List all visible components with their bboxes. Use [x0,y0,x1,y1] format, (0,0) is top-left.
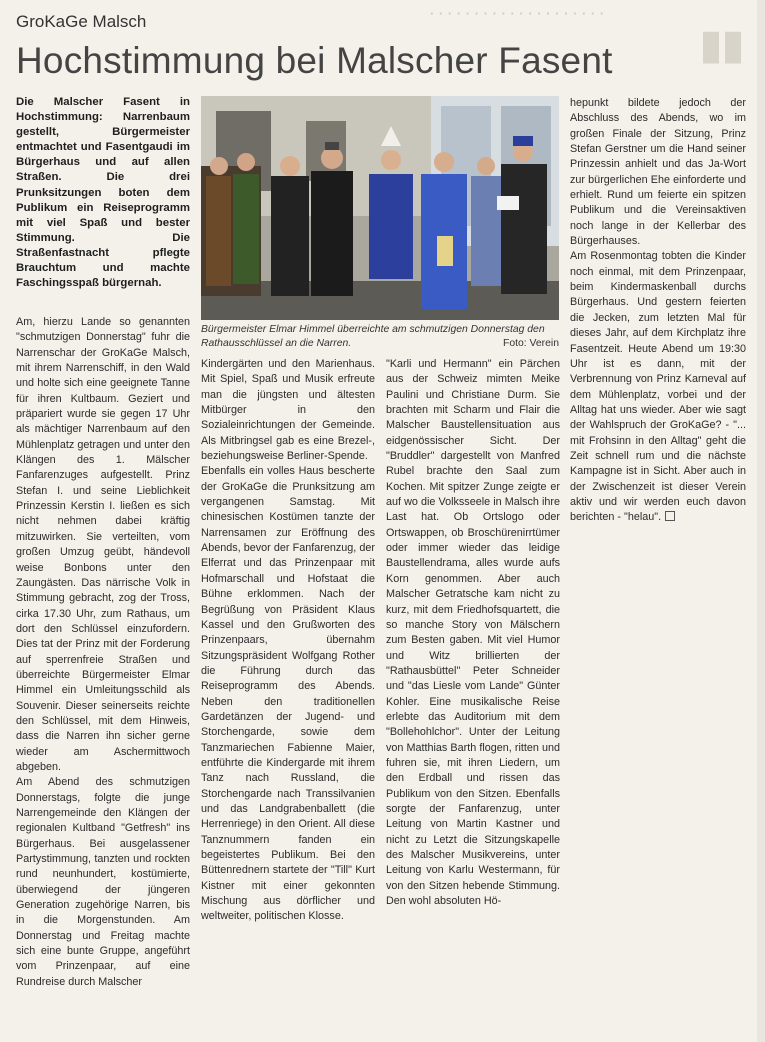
paragraph: hepunkt bildete jedoch der Abschluss des Abends, wo im großen Finale der Sitzung, Prinz Stefan Gerstner um die Hand seiner Prinzessin anhielt und das Ja-Wort zur bürgerlichen Ehe einforderte und erhielt. Rund um feierte ein spitzen Publikum und die Vereinsaktiven noch lange in der Kellerbar des Bürgerhauses. [570,97,746,248]
paragraph: Ebenfalls ein volles Haus bescherte der GroKaGe die Prunksitzung am vergangenen Samstag. Mit chinesischen Kostümen tanzte der Narrensamen zur Eröffnung des Abends, bevor der Fanfarenzug, der Elferrat und das Prinzenpaar mit Hofmarschall und Hofstaat die Bühne erklommen. Nach der Begrüßung von Präsident Klaus Kassel und den Grußworten des Prinzenpaars, übernahm Sitzungspräsident Wolfgang Rother die Führung durch das Reiseprogramm des Abends. Neben den traditionellen Gardetänzen der Jugend- und Storchengarde, sowie dem Tanzmariechen Fabienne Maier, entführte die Kindergarde mit ihrem Tanz nach Russland, die Storchengarde nach Transsilvanien und das Landgrabenballett (die Herrenriege) in den Orient. All diese Tanznummern fanden ein begeistertes Publikum. Bei den Büttenrednern startete der "Till" Kurt Kistner mit einer gekonnten Mischung aus dörflicher und weltweiter, politischen Klosse. [201,465,375,923]
paragraph: Am Abend des schmutzigen Donnerstags, folgte die junge Narrengemeinde den Klängen der regionalen Kultband "Getfresh" ins Bürgerhaus. Bei ausgelassener Partystimmung, tanzten und rockten rund neunhundert, kostümierte, überwiegend der jüngeren Generation zugehörige Narren, bis in die Morgenstunden. Am Donnerstag und Freitag machte sich eine bunte Gruppe, angeführt vom Prinzenpaar, auf eine Rundreise durch Malscher [16,776,190,988]
lead-paragraph: Die Malscher Fasent in Hochstimmung: Narrenbaum gestellt, Bürgermeister entmachtet und Fasentgaudi im Bürgerhaus und auf allen Straßen. Die drei Prunksitzungen boten dem Publikum ein Reiseprogramm mit viel Spaß und bester Stimmung. Die Straßenfastnacht pflegte Brauchtum und machte Faschingsspaß bürgernah. [16,96,190,290]
caption-text: Bürgermeister Elmar Himmel überreichte am schmutzigen Donnerstag den Rathausschlüssel an die Narren. [201,324,545,349]
text-column-3 [386,357,560,909]
closing-paragraph: Am Rosenmontag tobten die Kinder noch einmal, mit dem Prinzenpaar, beim Kindermaskenball durchs Bürgerhaus. Und gestern feierten die Jecken, zum letzten Mal für dieses Jahr, auf dem Kirchplatz ihre Fasentzeit. Heute Abend um 19:30 Uhr ist es dann, mit der Verbrennung von Prinz Karneval auf dem Mühlenplatz, vorbei und der Alltag hat uns wieder. Aber wie sagt der Wahlspruch der GroKaGe? - "... mit Frohsinn in den Alltag" geht die Zeit schnell rum und die nächste Kampagne ist in Sicht. Aber auch in der Zwischenzeit ist dieser Verein aktiv und wir werden euch davon berichten - "helau". [570,250,746,524]
bleed-text-decoration: · · · · · · · · · · · · · · · · · · · · [430,6,605,21]
paragraph: Kindergärten und den Marienhaus. Mit Spiel, Spaß und Musik erfreute man die jüngsten und ältesten Mitbürger in den Sozialeinrichtungen der Gemeinde. Als Mitbringsel gab es eine Brezel-, beziehungsweise Berliner-Spende. [201,358,375,463]
section-label: GroKaGe Malsch [16,12,147,31]
photo-carnival-group [201,96,559,320]
paragraph: Am, hierzu Lande so genannten "schmutzigen Donnerstag" fuhr die Narrenschar der GroKaGe Malsch, mit ihrem Narrenschiff, in den Wald und holte sich eine geeignete Tanne für ihren Kultbaum. Geziert und präpariert wurde sie gegen 17 Uhr als mächtiger Narrenbaum auf den Mühlenplatz getragen und unter den Klängen des 1. Mälscher Fanfarenzuges aufgestellt. Prinz Stefan I. und seine Lieblichkeit Prinzessin Kerstin I. ließen es sich nicht nehmen dabei kräftig mitzuwirken. Sie verteilten, vom großen Umzug geübt, händevoll weise Bonbons unter den Zaungästen. Das närrische Volk in Stimmung gebracht, zog der Tross, cirka 17.30 Uhr, zum Rathaus, um dort den Schlüssel einzufordern. Dies tat der Prinz mit der Forderung auf sperrenfreie Straßen und überreichte Bürgermeister Elmar Himmel ein Umleitungsschild als Souvenir. Dieser seinerseits reichte den Schlüssel, mit dem Hinweis, dass die Narren ihn sicher gerne wieder am Aschermittwoch abgeben. [16,316,190,773]
article-photo [201,96,559,320]
text-column-2 [201,357,375,925]
page-edge [757,0,765,1042]
text-column-1 [16,315,190,990]
paragraph [570,249,746,525]
headline: Hochstimmung bei Malscher Fasent [16,40,613,81]
photo-credit: Foto: Verein [502,338,559,349]
text-column-4 [570,96,746,526]
end-mark-icon [665,511,675,521]
photo-caption [201,323,559,351]
paragraph: "Karli und Hermann" ein Pärchen aus der Schweiz mimten Meike Paulini und Christiane Durm. Sie brachten mit Scharm und Flair die Malscher Baustellensituation aus eidgenössischer Sicht. Der "Bruddler" dargestellt von Manfred Rubel brachte den Saal zum Kochen. Mit spitzer Zunge zeigte er auf wo die Volksseele in Malsch ihre Last hat. Ob Ortslogo oder Ortswappen, ob Broschürenirrtümer oder immer wieder das leidige Baustellendrama, alles wurde aufs Korn genommen. Aber auch Malscher Getratsche kam nicht zu kurz, mit dem Friedhofsquartett, die so manche Story von Mälschern zum Besten gaben. Mit viel Humor und Witz brillierten der "Rathausbüttel" Peter Schneider und "das Liesle vom Lande" Günter Kohler. Eine musikalische Reise erlebte das Auditorium mit dem "Bollehohlchor". Unter der Leitung von Matthias Barth flogen, ritten und fuhren sie, mit ihren Liedern, um den Erdball und rissen das Publikum von den Sitzen. Ebenfalls sorgte der Fanfarenzug, unter Leitung von Martin Kastner und nicht zu Letzt die Sitzungskapelle des Malscher Musikvereins, unter Leitung von Karlu Westermann, für von den Sitzen hebende Stimmung. Den wohl absoluten Hö- [386,358,560,908]
bleed-letter-decoration: ▮▮ [700,23,745,67]
